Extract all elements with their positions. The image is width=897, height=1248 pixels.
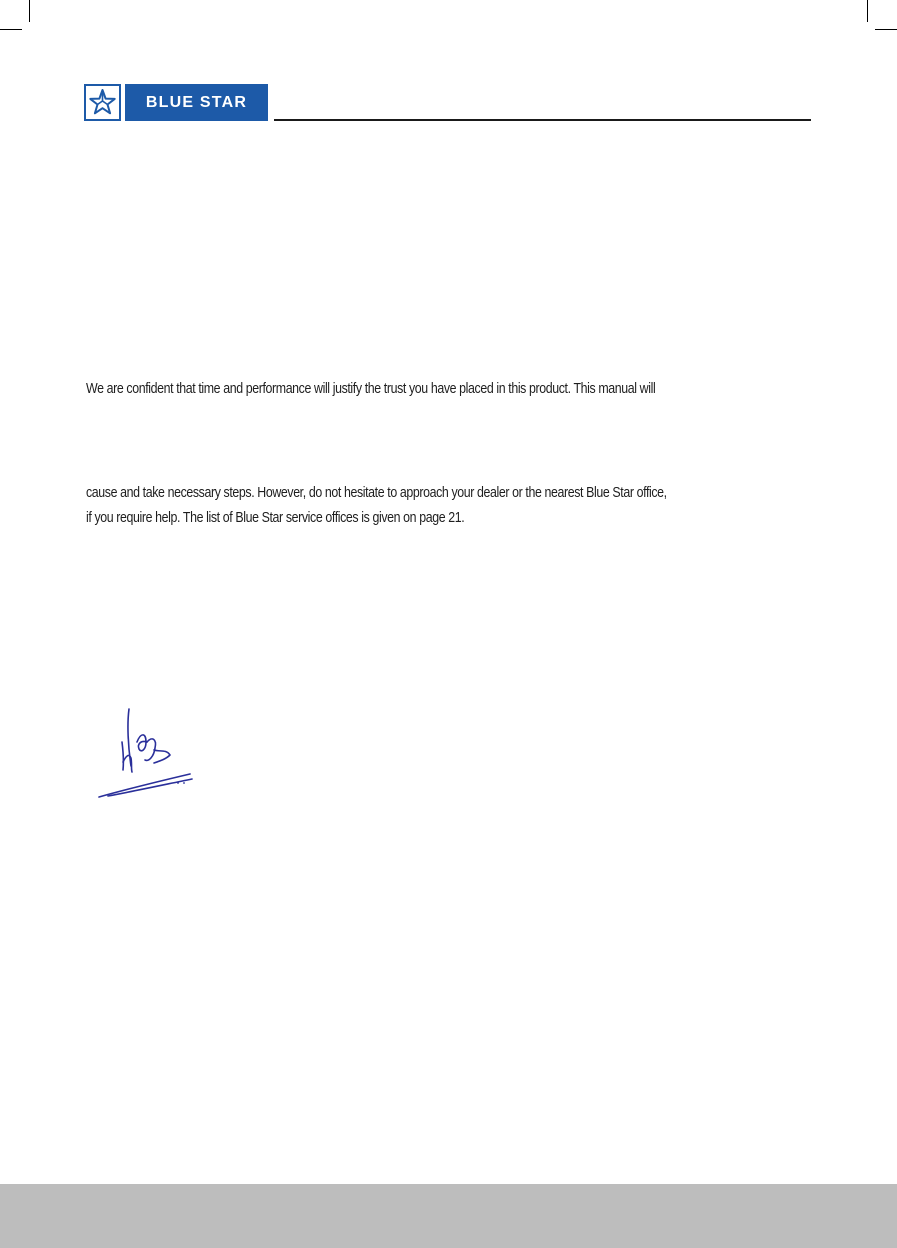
body-paragraph-2-line-1: cause and take necessary steps. However, do not hesitate to approach your dealer or the nearest Blue Star office, bbox=[86, 485, 667, 501]
brand-logo bbox=[84, 84, 268, 121]
body-paragraph-1: We are confident that time and performance will justify the trust you have placed in this product. This manual will bbox=[86, 381, 656, 397]
crop-mark bbox=[875, 29, 897, 30]
footer-bar bbox=[0, 1184, 897, 1248]
star-glyph bbox=[86, 86, 119, 119]
signature-image bbox=[96, 706, 198, 802]
header-rule bbox=[274, 119, 811, 121]
crop-mark bbox=[29, 0, 30, 22]
body-paragraph-2 bbox=[86, 481, 711, 531]
body-paragraph-2-line-2: if you require help. The list of Blue Star service offices is given on page 21. bbox=[86, 510, 465, 526]
star-in-square-icon bbox=[84, 84, 121, 121]
crop-mark bbox=[0, 29, 22, 30]
brand-wordmark: BLUE STAR bbox=[125, 84, 268, 121]
crop-mark bbox=[867, 0, 868, 22]
